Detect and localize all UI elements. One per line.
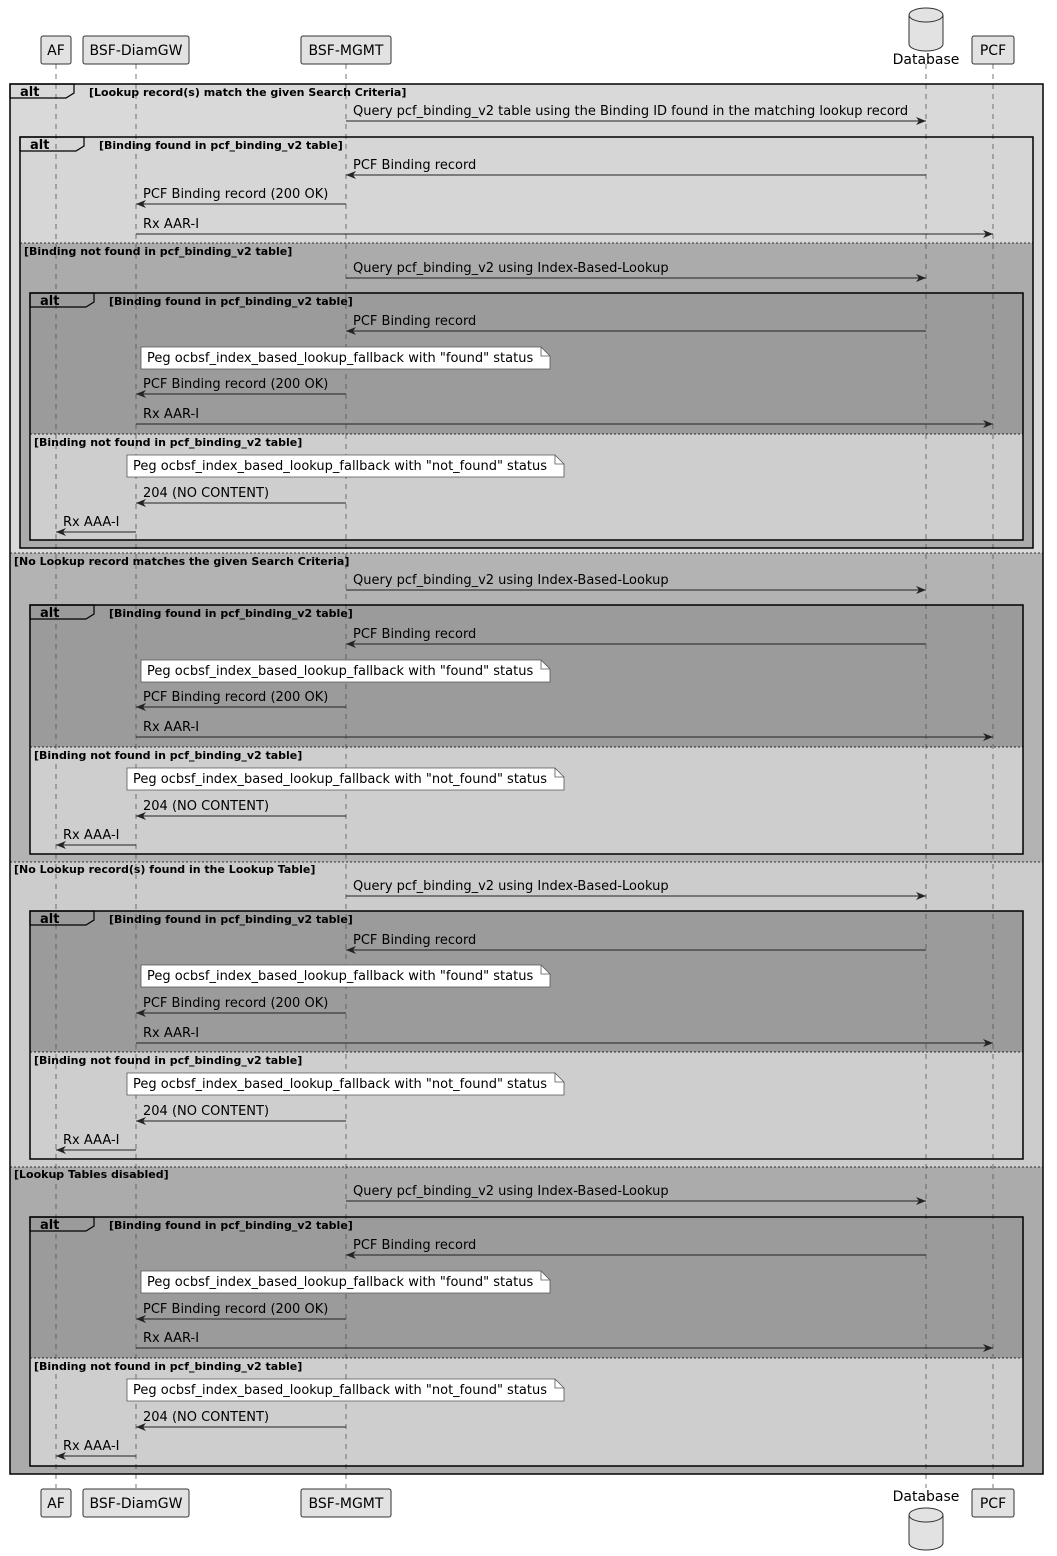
message-7-label: PCF Binding record (200 OK): [143, 377, 329, 392]
alt-frame-1-condition-found: [Binding found in pcf_binding_v2 table]: [99, 139, 343, 152]
message-28-label: Rx AAA-I: [63, 1439, 120, 1454]
participant-af-bottom-label: AF: [47, 1496, 65, 1512]
message-3-label: PCF Binding record (200 OK): [143, 187, 329, 202]
message-5-label: Query pcf_binding_v2 using Index-Based-Lookup: [353, 261, 669, 276]
alt-frame-5-condition-found: [Binding found in pcf_binding_v2 table]: [109, 1219, 353, 1232]
participant-db-bottom-cylinder-top: [909, 1508, 943, 1522]
alt-frame-3-condition-notfound: [Binding not found in pcf_binding_v2 table]: [34, 749, 303, 762]
message-16-label: Rx AAA-I: [63, 828, 120, 843]
message-17-label: Query pcf_binding_v2 using Index-Based-Lookup: [353, 879, 669, 894]
message-10-label: Rx AAA-I: [63, 515, 120, 530]
note-7-label: Peg ocbsf_index_based_lookup_fallback with "found" status: [147, 1275, 534, 1290]
message-9-label: 204 (NO CONTENT): [143, 486, 270, 501]
participant-db-top-cylinder-top: [909, 8, 943, 22]
participant-mgmt-top-label: BSF-MGMT: [308, 43, 384, 59]
message-2-label: PCF Binding record: [353, 158, 477, 173]
message-20-label: Rx AAR-I: [143, 1026, 200, 1041]
alt-frame-4-condition-notfound: [Binding not found in pcf_binding_v2 table]: [34, 1054, 303, 1067]
participant-db-bottom-label: Database: [892, 1489, 960, 1505]
alt-frame-5-condition-notfound: [Binding not found in pcf_binding_v2 table]: [34, 1360, 303, 1373]
alt-frame-1-label: alt: [30, 138, 50, 153]
outer-condition-3: [No Lookup record(s) found in the Lookup Table]: [14, 863, 316, 876]
note-5-label: Peg ocbsf_index_based_lookup_fallback with "found" status: [147, 969, 534, 984]
participant-pcf-top-label: PCF: [979, 43, 1007, 59]
alt-frame-1-condition-notfound: [Binding not found in pcf_binding_v2 table]: [24, 245, 293, 258]
message-23-label: Query pcf_binding_v2 using Index-Based-Lookup: [353, 1184, 669, 1199]
message-13-label: PCF Binding record (200 OK): [143, 690, 329, 705]
alt-frame-4-condition-found: [Binding found in pcf_binding_v2 table]: [109, 913, 353, 926]
message-15-label: 204 (NO CONTENT): [143, 799, 270, 814]
alt-frame-5-label: alt: [40, 1218, 60, 1233]
message-18-label: PCF Binding record: [353, 933, 477, 948]
message-1-label: Query pcf_binding_v2 table using the Binding ID found in the matching lookup record: [353, 104, 909, 119]
alt-frame-2-condition-found: [Binding found in pcf_binding_v2 table]: [109, 295, 353, 308]
message-8-label: Rx AAR-I: [143, 407, 200, 422]
alt-frame-3-label: alt: [40, 606, 60, 621]
note-4-label: Peg ocbsf_index_based_lookup_fallback with "not_found" status: [133, 772, 548, 787]
alt-frame-2-condition-notfound: [Binding not found in pcf_binding_v2 table]: [34, 436, 303, 449]
participant-af-top-label: AF: [47, 43, 65, 59]
message-22-label: Rx AAA-I: [63, 1133, 120, 1148]
message-19-label: PCF Binding record (200 OK): [143, 996, 329, 1011]
message-25-label: PCF Binding record (200 OK): [143, 1302, 329, 1317]
outer-alt-frame-label: alt: [20, 85, 40, 100]
participant-gw-bottom-label: BSF-DiamGW: [89, 1496, 183, 1512]
outer-condition-1: [Lookup record(s) match the given Search Criteria]: [89, 86, 407, 99]
message-4-label: Rx AAR-I: [143, 217, 200, 232]
outer-condition-2: [No Lookup record matches the given Search Criteria]: [14, 555, 350, 568]
note-8-label: Peg ocbsf_index_based_lookup_fallback with "not_found" status: [133, 1383, 548, 1398]
note-3-label: Peg ocbsf_index_based_lookup_fallback with "found" status: [147, 664, 534, 679]
message-12-label: PCF Binding record: [353, 627, 477, 642]
alt-frame-4-label: alt: [40, 912, 60, 927]
message-21-label: 204 (NO CONTENT): [143, 1104, 270, 1119]
message-24-label: PCF Binding record: [353, 1238, 477, 1253]
participant-db-top-label: Database: [892, 52, 960, 68]
participant-gw-top-label: BSF-DiamGW: [89, 43, 183, 59]
note-6-label: Peg ocbsf_index_based_lookup_fallback with "not_found" status: [133, 1077, 548, 1092]
message-26-label: Rx AAR-I: [143, 1331, 200, 1346]
note-2-label: Peg ocbsf_index_based_lookup_fallback with "not_found" status: [133, 459, 548, 474]
participant-mgmt-bottom-label: BSF-MGMT: [308, 1496, 384, 1512]
alt-frame-3-condition-found: [Binding found in pcf_binding_v2 table]: [109, 607, 353, 620]
participant-pcf-bottom-label: PCF: [979, 1496, 1007, 1512]
note-1-label: Peg ocbsf_index_based_lookup_fallback with "found" status: [147, 351, 534, 366]
message-27-label: 204 (NO CONTENT): [143, 1410, 270, 1425]
outer-condition-4: [Lookup Tables disabled]: [14, 1168, 169, 1181]
message-11-label: Query pcf_binding_v2 using Index-Based-Lookup: [353, 573, 669, 588]
message-6-label: PCF Binding record: [353, 314, 477, 329]
message-14-label: Rx AAR-I: [143, 720, 200, 735]
alt-frame-2-label: alt: [40, 294, 60, 309]
